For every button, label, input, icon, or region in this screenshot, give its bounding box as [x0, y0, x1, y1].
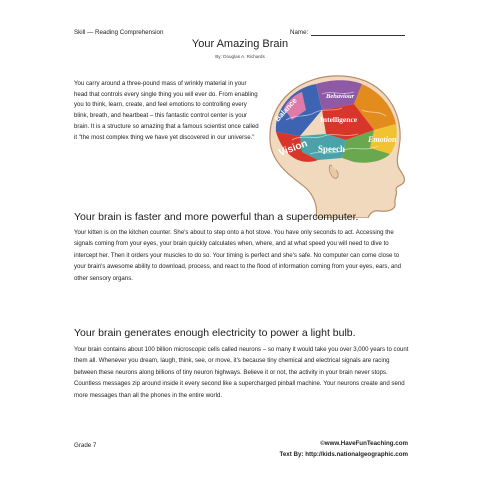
section-heading-electricity: Your brain generates enough electricity to power a light bulb. — [74, 327, 356, 339]
region-label-balance: Balance — [272, 95, 299, 124]
region-label-intelligence: Intelligence — [320, 115, 358, 124]
credit-text-source: Text By: http://kids.nationalgeographic.com — [279, 451, 408, 458]
page-title: Your Amazing Brain — [191, 38, 289, 50]
section-body-supercomputer: Your kitten is on the kitchen counter. She's about to step onto a hot stove. You have only seconds to act. Accessing the signals coming from your eyes, your brain quickly calculates when, where, and at what speed you will need to dive to intercept her. Then it orders your muscles to do so. Your timing is perfect and she's safe. No computer can come close to your brain's awesome ability to download, process, and react to the flood of information coming from your eyes, ears, and other sensory organs. — [74, 229, 402, 282]
name-label: Name: — [290, 29, 309, 36]
intro-paragraph: You carry around a three-pound mass of wrinkly material in your head that controls every single thing you will ever do. From enabling you to think, learn, create, and feel emotions to controlling every blink, breath, and heartbeat – this fantastic control center is your brain. It is a structure so amazing that a famous scientist once called it "the most complex thing we have yet discovered in our universe." — [74, 80, 259, 141]
name-line — [311, 35, 405, 36]
region-label-emotion: Emotion — [368, 135, 397, 144]
credit-website: ©www.HaveFunTeaching.com — [320, 440, 408, 447]
brain-illustration — [262, 70, 408, 218]
region-label-behaviour: Behaviour — [326, 93, 355, 100]
region-label-speech: Speech — [318, 144, 345, 154]
grade-label: Grade 7 — [74, 442, 97, 449]
region-label-vision: Vision — [277, 138, 310, 159]
skill-label: Skill — Reading Comprehension — [74, 29, 164, 36]
section-body-electricity: Your brain contains about 100 billion microscopic cells called neurons – so many it would take you over 3,000 years to count them all. Whenever you dream, laugh, think, see, or move, it's because tiny chemical and electrical signals are racing between these neurons along billions of tiny neuron highways. Believe it or not, the activity in your brain never stops. Countless messages zip around inside it every second like a supercharged pinball machine. Your neurons create and send more messages than all the phones in the entire world. — [74, 346, 409, 399]
byline: By: Douglas A. Richards — [215, 54, 265, 59]
section-heading-supercomputer: Your brain is faster and more powerful than a supercomputer. — [74, 211, 359, 223]
